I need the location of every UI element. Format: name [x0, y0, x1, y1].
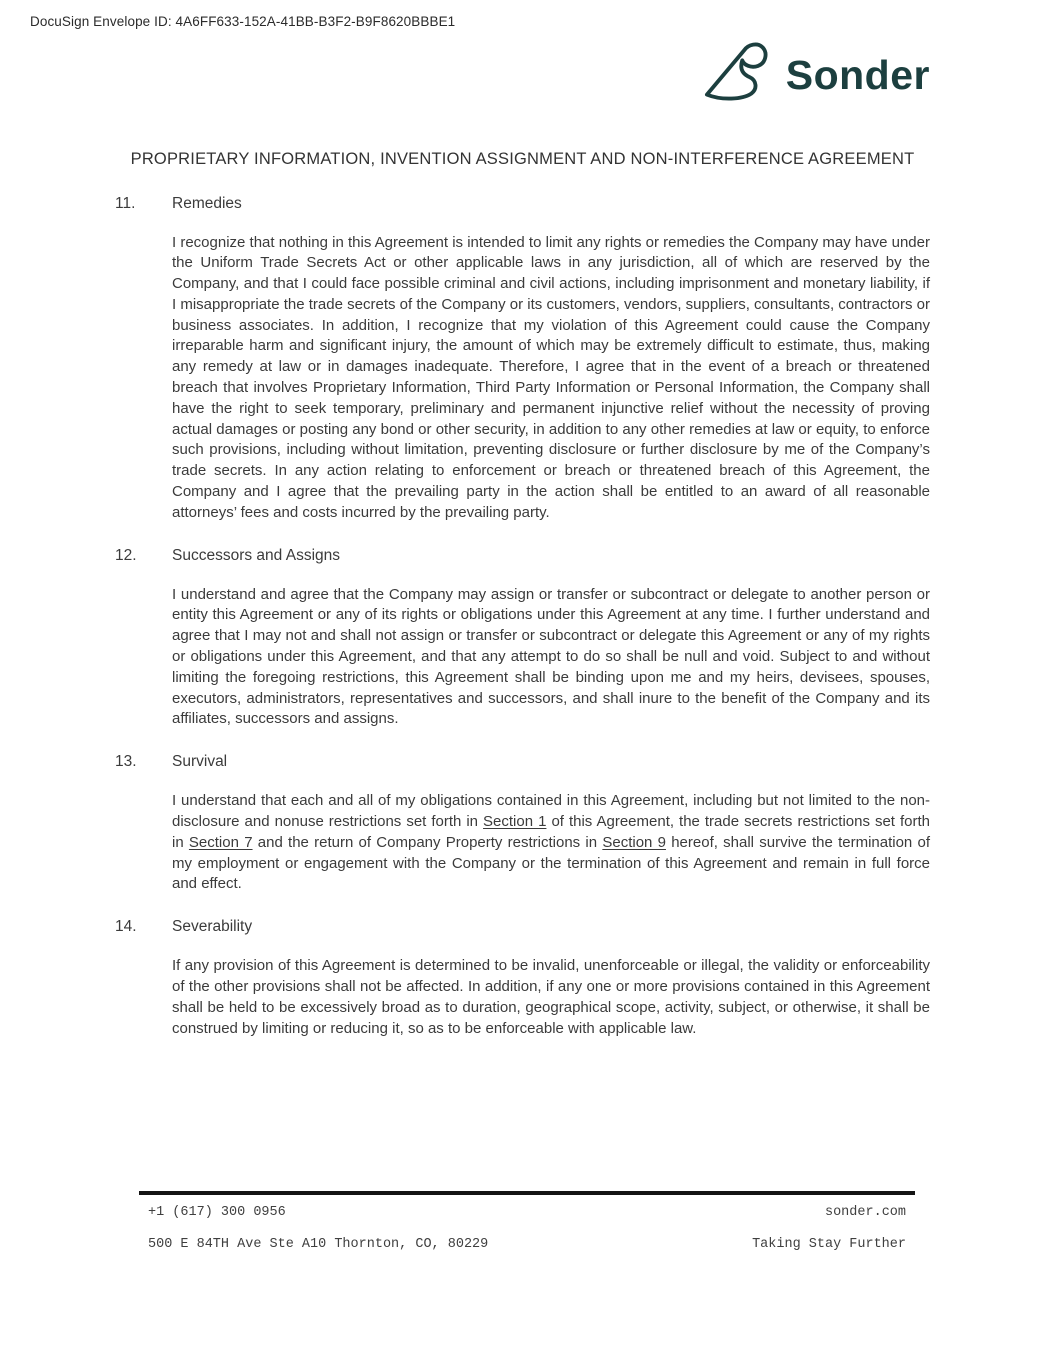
footer-row-1 [139, 1205, 915, 1220]
page-title: PROPRIETARY INFORMATION, INVENTION ASSIGNMENT AND NON-INTERFERENCE AGREEMENT [130, 150, 915, 168]
sonder-bird-icon [701, 40, 773, 110]
section-remedies [115, 193, 930, 524]
footer-website: sonder.com [824, 1205, 906, 1220]
section-paragraph: I understand and agree that the Company may assign or transfer or subcontract or delegate to another person or entity this Agreement or any of its rights or obligations under this Agreement at any time. I further understand and agree that I may not and shall not assign or transfer or subcontract or delegate this Agreement or any of my rights or obligations under this Agreement, and that any attempt to do so shall be null and void. Subject to and without limiting the foregoing restrictions, this Agreement shall be binding upon me and my heirs, devisees, spouses, executors, administrators, representatives and successors, and shall inure to the benefit of the Company and its affiliates, successors and assigns. [172, 585, 930, 728]
section-1-reference: Section 1 [483, 813, 547, 831]
page-footer [139, 1191, 915, 1252]
footer-row-2 [139, 1237, 915, 1252]
footer-address: 500 E 84TH Ave Ste A10 Thornton, CO, 80229 [148, 1237, 489, 1252]
paragraph-text: and the return of Company Property restrictions in [252, 833, 603, 851]
document-body [115, 148, 930, 1039]
sonder-wordmark: Sonder [785, 51, 930, 98]
section-paragraph: If any provision of this Agreement is determined to be invalid, unenforceable or illegal, the validity or enforceability of the other provisions shall not be affected. In addition, if any one or more provisions contained in this Agreement shall be held to be excessively broad as to duration, geographical scope, activity, subject, or otherwise, it shall be construed by limiting or reducing it, so as to be enforceable with applicable law. [172, 957, 930, 1037]
section-paragraph: I recognize that nothing in this Agreement is intended to limit any rights or remedies the Company may have under the Uniform Trade Secrets Act or other applicable laws in any jurisdiction, all of which are reserved by the Company, and that I could face possible criminal and civil actions, including imprisonment and monetary liability, if I misappropriate the trade secrets of the Company or its customers, vendors, suppliers, consultants, contractors or business associates. In addition, I recognize that my violation of this Agreement could cause the Company irreparable harm and significant injury, the amount of which may be extremely difficult to estimate, thus, making any remedy at law or in damages inadequate. Therefore, I agree that in the event of a breach or threatened breach that involves Proprietary Information, Third Party Information or Personal Information, the Company shall have the right to seek temporary, preliminary and permanent injunctive relief without the necessity of proving actual damages or posting any bond or other security, in addition to any other remedies at law or equity, to enforce such provisions, including without limitation, preventing disclosure or further disclosure by me of the Company’s trade secrets. In any action relating to enforcement or breach or threatened breach of this Agreement, the Company and I agree that the prevailing party in the action shall be entitled to an award of all reasonable attorneys’ fees and costs incurred by the prevailing party. [172, 233, 930, 521]
paragraph-text: I understand that each and all of my obligations contained in this Agreement, including but not limited to the non-disclosure and nonuse restrictions set forth in [172, 792, 930, 831]
footer-tagline: Taking Stay Further [752, 1237, 906, 1252]
section-heading: Remedies [172, 194, 242, 212]
section-heading-row [115, 545, 930, 566]
section-severability [115, 916, 930, 1039]
section-heading: Survival [172, 753, 228, 771]
section-heading: Successors and Assigns [172, 546, 341, 564]
section-heading-row [115, 916, 930, 937]
section-number: 11. [115, 194, 136, 212]
section-heading: Severability [172, 918, 253, 936]
section-paragraph [172, 791, 930, 895]
section-9-reference: Section 9 [602, 833, 666, 851]
footer-divider [139, 1191, 915, 1195]
section-survival [115, 751, 930, 895]
sonder-logo [701, 40, 930, 110]
section-number: 12. [115, 546, 137, 564]
paragraph-text: of this Agreement, the trade secrets restrictions set forth in [172, 813, 931, 851]
section-successors-and-assigns [115, 545, 930, 731]
docusign-envelope-id: DocuSign Envelope ID: 4A6FF633-152A-41BB-B3F2-B9F8620BBBE1 [30, 14, 456, 29]
section-heading-row [115, 751, 930, 772]
section-heading-row [115, 193, 930, 214]
section-7-reference: Section 7 [188, 833, 253, 851]
section-number: 14. [115, 918, 137, 936]
paragraph-text: hereof, shall survive the termination of my employment or engagement with the Company or the termination of this Agreement and remain in full force and effect. [172, 833, 931, 893]
footer-phone: +1 (617) 300 0956 [148, 1205, 286, 1220]
section-number: 13. [115, 753, 137, 771]
